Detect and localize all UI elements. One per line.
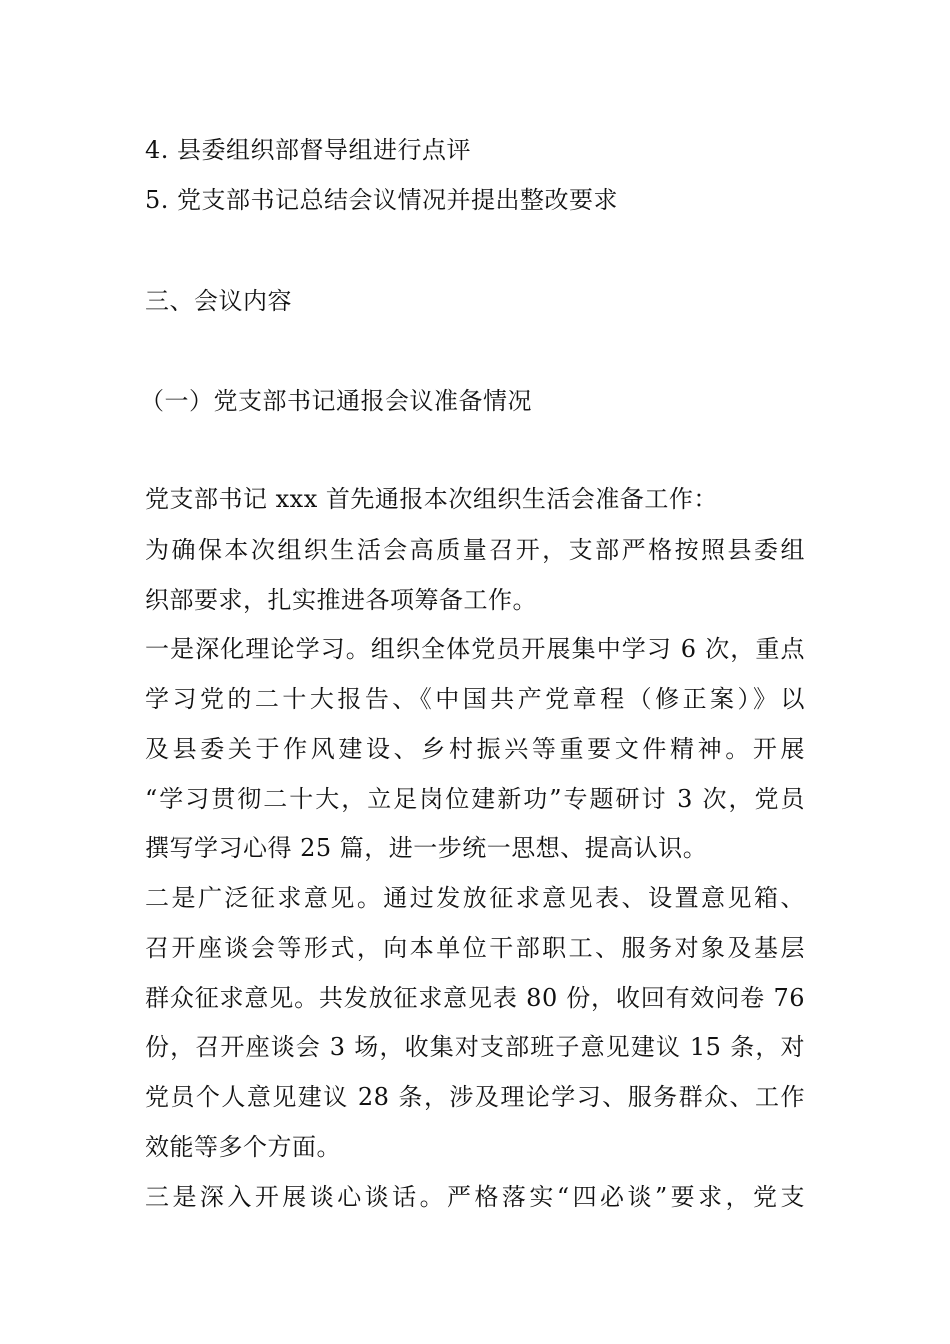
paragraph-line: “学习贯彻二十大，立足岗位建新功”专题研讨 3 次，党员	[145, 785, 805, 813]
agenda-item-5: 5. 党支部书记总结会议情况并提出整改要求	[145, 186, 619, 214]
agenda-item-4: 4. 县委组织部督导组进行点评	[145, 136, 472, 164]
paragraph-line: 份，召开座谈会 3 场，收集对支部班子意见建议 15 条，对	[145, 1033, 805, 1061]
paragraph-line: 召开座谈会等形式，向本单位干部职工、服务对象及基层	[145, 934, 805, 962]
paragraph-line: 织部要求，扎实推进各项筹备工作。	[145, 586, 537, 614]
paragraph-line: 学习党的二十大报告、《中国共产党章程（修正案）》以	[145, 685, 805, 713]
paragraph-line: 效能等多个方面。	[145, 1133, 341, 1161]
paragraph-line: 一是深化理论学习。组织全体党员开展集中学习 6 次，重点	[145, 635, 805, 663]
paragraph-line: 党支部书记 xxx 首先通报本次组织生活会准备工作：	[145, 485, 718, 513]
paragraph-line: 党员个人意见建议 28 条，涉及理论学习、服务群众、工作	[145, 1083, 805, 1111]
paragraph-line: 三是深入开展谈心谈话。严格落实“四必谈”要求，党支	[145, 1183, 805, 1211]
section-heading-meeting-content: 三、会议内容	[145, 287, 292, 315]
paragraph-line: 撰写学习心得 25 篇，进一步统一思想、提高认识。	[145, 834, 708, 862]
paragraph-line: 群众征求意见。共发放征求意见表 80 份，收回有效问卷 76	[145, 984, 805, 1012]
paragraph-line: 为确保本次组织生活会高质量召开，支部严格按照县委组	[145, 536, 805, 564]
subsection-heading-1: （一）党支部书记通报会议准备情况	[140, 387, 532, 415]
paragraph-line: 及县委关于作风建设、乡村振兴等重要文件精神。开展	[145, 735, 805, 763]
paragraph-line: 二是广泛征求意见。通过发放征求意见表、设置意见箱、	[145, 884, 805, 912]
